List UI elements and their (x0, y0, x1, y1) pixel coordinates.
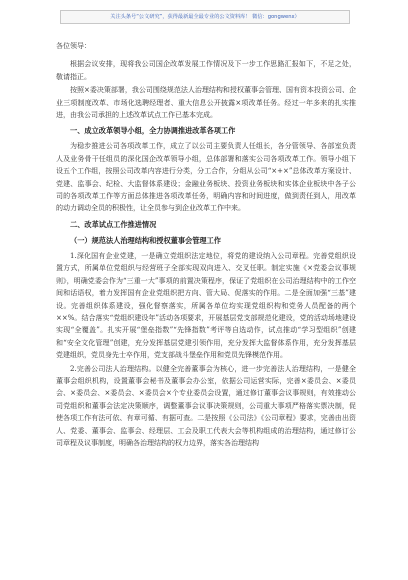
subsection-1-paragraph-2: 2.完善公司法人治理结构。以健全完善董事会为核心，进一步完善法人治理结构，一是健全董事会组织机构，设置董事会秘书及董事会办公室，依据公司运营实际，完善×委员会、×委员会、×委员会、×委员会、×委员会×个专业委员会设置，通过修订董事会议事规则，有效推动公司党组织和董事会法定决策顺序，调整董事会议事决策规则，公司重大事项严格落实票决制，促使各项工作有法可依、有章可循、有据可查。二是按照《公司法》《公司章程》要求，完善由出资人、党委、董事会、监事会、经理层、工会及职工代表大会等机构组成的治理结构，通过修订公司章程及议事制度，明确各治理结构的权力边界，落实各治理结构 (56, 364, 356, 447)
banner-text: 关注头条号“公文研究”，获得最新最全最专业的公文资料库！ 微信：gongwenx） (110, 14, 300, 20)
subsection-1-heading: （一）规范法人治理结构和授权董事会管理工作 (70, 235, 221, 245)
salutation: 各位领导： (56, 42, 91, 50)
intro-paragraph-2: 按照×委决策部署，我公司围绕规范法人治理结构和授权董事会管理、国有资本投资公司、企业三项制度改革、市场化选聘经理者、重大信息公开披露×项改革任务。经过一年多来的扎实推进，由我公司承担的上述改革试点工作已基本完成。 (56, 86, 356, 120)
top-banner (60, 10, 350, 24)
subsection-1-paragraph-1: 1.深化国有企业党建，一是确立党组织法定地位，将党的建设纳入公司章程。完善党组织设置方式，所属单位党组织与经营班子全部实现双向进入、交叉任职。制定实施《×党委会议事规则》，明确党委会作为“三重一大”事项的前置决策程序，保证了党组织在公司治理结构中的工作空间和话语权，着力发挥国有企业党组织把方向、管大局、促落实的作用。二是全面加强“三基”建设。完善组织体系建设，强化督察落实，所属各单位均实现党组织构和党务人员配备的两个××%。结合落实“党组织建设年”活动各项要求，开展基层党支部规范化建设，党的活动场地建设实现“全覆盖”。扎实开展“堡垒指数”“先锋指数”考评等自选动作，试点推动“学习型组织”创建和“安全文化管理”创建，充分发挥基层党建引领作用，充分发挥大监督体系作用，充分发挥基层党建组织，党员身先士卒作用，党支部战斗堡垒作用和党员先锋模范作用。 (56, 251, 356, 360)
intro-paragraph-1: 根据会议安排，现将我公司国企改革发展工作情况及下一步工作思路汇报如下，不足之处，敬请指正。 (56, 60, 356, 81)
section-2-heading: 二、改革试点工作推进情况 (70, 219, 157, 229)
section-1-paragraph: 为稳步推进公司各项改革工作，成立了以公司主要负责人任组长，各分管领导、各部室负责人及业务骨干任组员的深化国企改革领导小组，总体部署和落实公司各项改革工作。领导小组下设五个工作组，按照公司改革内容进行分类，分工合作，分组从公司“×+×”总体改革方案设计、党建、监事会、纪检、大监督体系建设；金融业务板块、投资业务板块和实体企业板块中各子公司的各项改革工作等方面总体推进各项改革任务，明确内容和时间进度，做到责任到人，用改革的动力调动全员的积极性，让全员参与到企业改革工作中来。 (56, 142, 356, 213)
document-page (56, 40, 356, 450)
section-1-heading: 一、成立改革领导小组，全力协调推进改革各项工作 (70, 126, 236, 136)
